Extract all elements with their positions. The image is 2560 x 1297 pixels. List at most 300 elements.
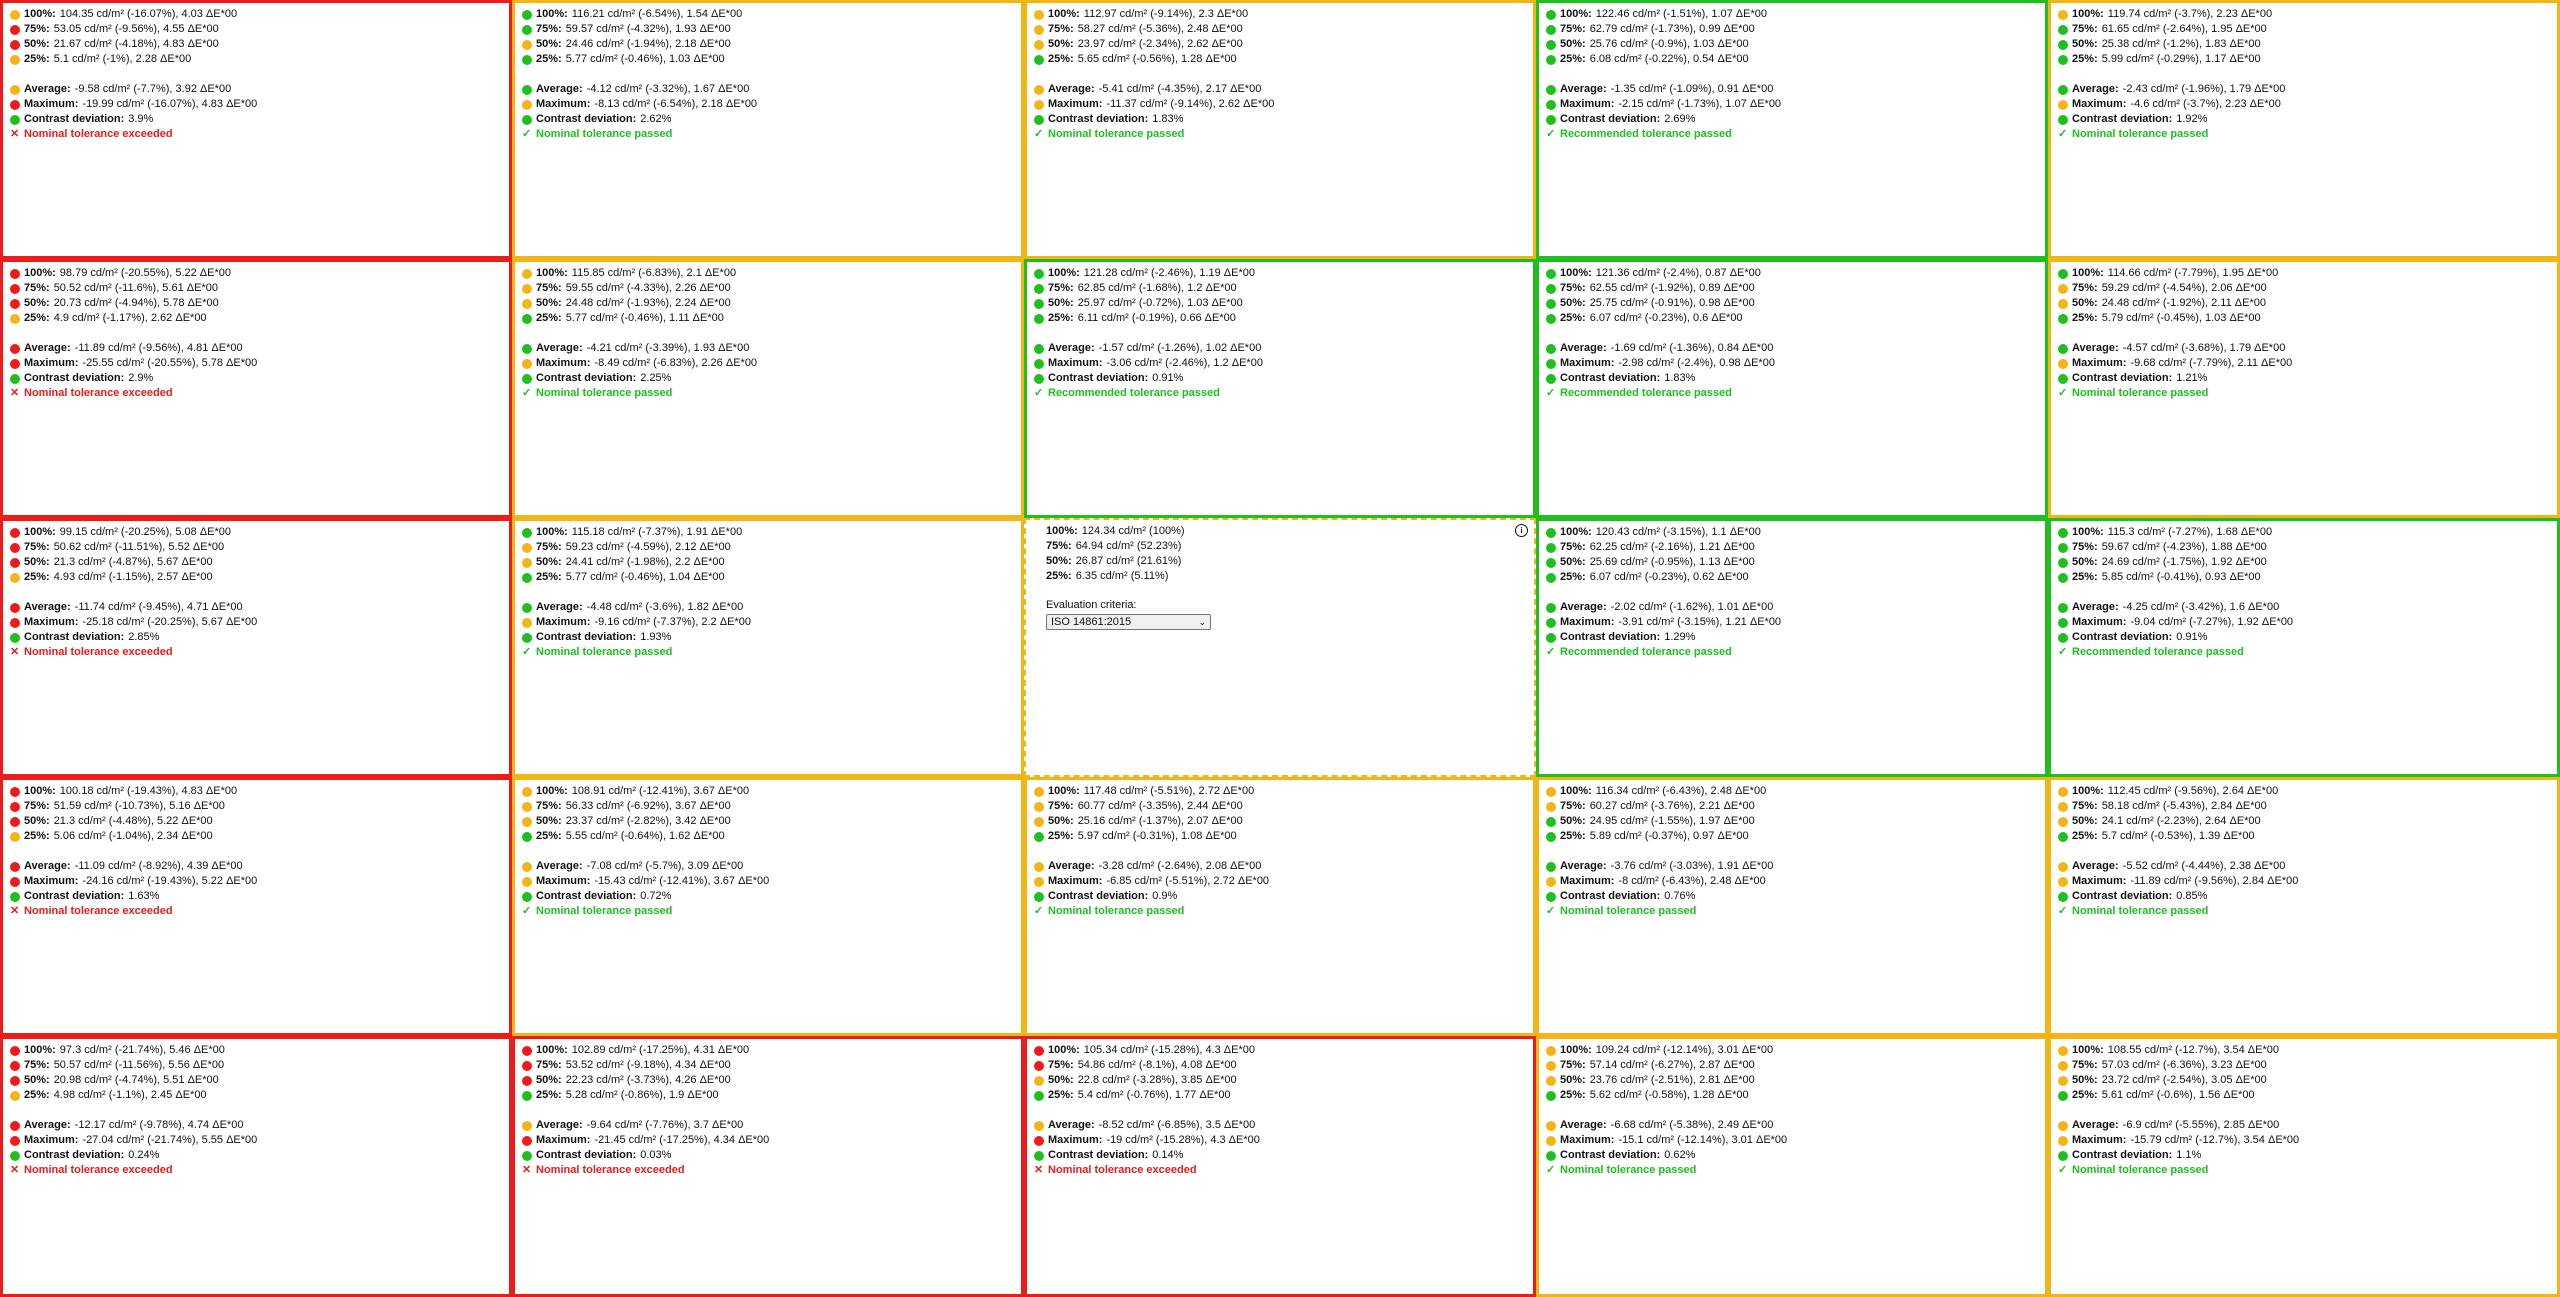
average-label: Average: bbox=[2072, 1119, 2119, 1131]
contrast-value: 1.63% bbox=[128, 890, 160, 902]
level-label: 25%: bbox=[1560, 312, 1586, 324]
maximum-label: Maximum: bbox=[2072, 616, 2127, 628]
contrast-row bbox=[522, 630, 1021, 645]
level-label: 25%: bbox=[1560, 830, 1586, 842]
verdict-text: Nominal tolerance exceeded bbox=[24, 387, 173, 399]
maximum-label: Maximum: bbox=[536, 357, 591, 369]
level-label: 50%: bbox=[1560, 1074, 1586, 1086]
level-label: 75%: bbox=[2072, 1059, 2098, 1071]
measurement-cell bbox=[0, 777, 512, 1036]
level-value: 102.89 cd/m² (-17.25%), 4.31 ΔE*00 bbox=[571, 1044, 750, 1056]
level-row bbox=[10, 570, 509, 585]
average-label: Average: bbox=[1048, 860, 1095, 872]
status-dot-icon bbox=[522, 817, 532, 827]
average-value: -2.43 cd/m² (-1.96%), 1.79 ΔE*00 bbox=[2122, 83, 2286, 95]
contrast-row bbox=[1546, 1148, 2045, 1163]
maximum-row bbox=[2058, 615, 2557, 630]
verdict-text: Recommended tolerance passed bbox=[1560, 646, 1732, 658]
contrast-label: Contrast deviation: bbox=[24, 113, 125, 125]
status-dot-icon bbox=[10, 299, 20, 309]
contrast-value: 1.83% bbox=[1152, 113, 1184, 125]
level-label: 100%: bbox=[1560, 1044, 1592, 1056]
status-dot-icon bbox=[2058, 40, 2068, 50]
level-label: 25%: bbox=[536, 571, 562, 583]
measurement-cell bbox=[0, 0, 512, 259]
measurement-cell bbox=[2048, 0, 2560, 259]
level-label: 50%: bbox=[1048, 1074, 1074, 1086]
level-row bbox=[10, 7, 509, 22]
level-row bbox=[1034, 281, 1533, 296]
check-icon: ✓ bbox=[522, 387, 532, 399]
maximum-value: -8.49 cd/m² (-6.83%), 2.26 ΔE*00 bbox=[594, 357, 758, 369]
level-label: 75%: bbox=[2072, 800, 2098, 812]
check-icon: ✓ bbox=[1034, 905, 1044, 917]
contrast-label: Contrast deviation: bbox=[1560, 372, 1661, 384]
status-dot-icon bbox=[1546, 1061, 1556, 1071]
status-dot-icon bbox=[522, 1121, 532, 1131]
level-row bbox=[1034, 1058, 1533, 1073]
status-dot-icon bbox=[10, 40, 20, 50]
level-value: 53.05 cd/m² (-9.56%), 4.55 ΔE*00 bbox=[53, 23, 219, 35]
level-value: 98.79 cd/m² (-20.55%), 5.22 ΔE*00 bbox=[59, 267, 232, 279]
level-value: 120.43 cd/m² (-3.15%), 1.1 ΔE*00 bbox=[1595, 526, 1761, 538]
status-dot-icon bbox=[2058, 284, 2068, 294]
level-value: 105.34 cd/m² (-15.28%), 4.3 ΔE*00 bbox=[1083, 1044, 1256, 1056]
status-dot-icon bbox=[2058, 10, 2068, 20]
level-label: 100%: bbox=[1048, 1044, 1080, 1056]
level-label: 50%: bbox=[536, 556, 562, 568]
check-icon: ✓ bbox=[2058, 646, 2068, 658]
level-value: 6.07 cd/m² (-0.23%), 0.62 ΔE*00 bbox=[1589, 571, 1749, 583]
level-row bbox=[10, 525, 509, 540]
level-label: 25%: bbox=[1048, 312, 1074, 324]
contrast-value: 1.92% bbox=[2176, 113, 2208, 125]
tolerance-verdict bbox=[1546, 645, 2045, 660]
status-dot-icon bbox=[2058, 1091, 2068, 1101]
contrast-label: Contrast deviation: bbox=[536, 372, 637, 384]
level-label: 25%: bbox=[536, 830, 562, 842]
maximum-label: Maximum: bbox=[1048, 875, 1103, 887]
level-value: 99.15 cd/m² (-20.25%), 5.08 ΔE*00 bbox=[59, 526, 232, 538]
contrast-label: Contrast deviation: bbox=[2072, 631, 2173, 643]
average-row bbox=[2058, 341, 2557, 356]
status-dot-icon bbox=[10, 1076, 20, 1086]
contrast-label: Contrast deviation: bbox=[2072, 372, 2173, 384]
status-dot-icon bbox=[2058, 269, 2068, 279]
level-row bbox=[2058, 814, 2557, 829]
tolerance-verdict bbox=[1546, 1163, 2045, 1178]
status-dot-icon bbox=[10, 528, 20, 538]
level-row bbox=[1034, 22, 1533, 37]
level-label: 50%: bbox=[2072, 815, 2098, 827]
level-value: 22.23 cd/m² (-3.73%), 4.26 ΔE*00 bbox=[565, 1074, 731, 1086]
spacer bbox=[522, 585, 1021, 600]
spacer bbox=[1034, 1103, 1533, 1118]
level-label: 25%: bbox=[1048, 1089, 1074, 1101]
level-value: 5.61 cd/m² (-0.6%), 1.56 ΔE*00 bbox=[2101, 1089, 2255, 1101]
maximum-label: Maximum: bbox=[24, 616, 79, 628]
level-label: 75%: bbox=[536, 1059, 562, 1071]
level-row bbox=[2058, 784, 2557, 799]
status-dot-icon bbox=[522, 573, 532, 583]
status-dot-icon bbox=[522, 10, 532, 20]
maximum-value: -6.85 cd/m² (-5.51%), 2.72 ΔE*00 bbox=[1106, 875, 1270, 887]
contrast-label: Contrast deviation: bbox=[1560, 1149, 1661, 1161]
level-label: 75%: bbox=[24, 800, 50, 812]
status-dot-icon bbox=[1034, 1121, 1044, 1131]
tolerance-verdict bbox=[10, 1163, 509, 1178]
level-label: 75%: bbox=[1048, 800, 1074, 812]
level-value: 58.18 cd/m² (-5.43%), 2.84 ΔE*00 bbox=[2101, 800, 2267, 812]
status-dot-icon bbox=[1034, 832, 1044, 842]
level-value: 64.94 cd/m² (52.23%) bbox=[1075, 540, 1182, 552]
maximum-row bbox=[1546, 1133, 2045, 1148]
level-label: 50%: bbox=[536, 1074, 562, 1086]
level-row bbox=[522, 1058, 1021, 1073]
tolerance-verdict bbox=[522, 1163, 1021, 1178]
average-row bbox=[522, 341, 1021, 356]
status-dot-icon bbox=[1546, 299, 1556, 309]
level-row bbox=[2058, 281, 2557, 296]
average-value: -4.12 cd/m² (-3.32%), 1.67 ΔE*00 bbox=[586, 83, 750, 95]
average-row bbox=[1034, 1118, 1533, 1133]
level-label: 75%: bbox=[2072, 23, 2098, 35]
level-row bbox=[10, 814, 509, 829]
verdict-text: Nominal tolerance exceeded bbox=[1048, 1164, 1197, 1176]
check-icon: ✓ bbox=[2058, 128, 2068, 140]
status-dot-icon bbox=[1034, 1151, 1044, 1161]
check-icon: ✓ bbox=[2058, 1164, 2068, 1176]
level-label: 100%: bbox=[1560, 267, 1592, 279]
status-dot-icon bbox=[2058, 862, 2068, 872]
status-dot-icon bbox=[1546, 1121, 1556, 1131]
status-dot-icon bbox=[1546, 359, 1556, 369]
verdict-text: Nominal tolerance passed bbox=[536, 128, 673, 140]
contrast-value: 0.85% bbox=[2176, 890, 2208, 902]
level-label: 100%: bbox=[24, 1044, 56, 1056]
level-label: 100%: bbox=[1560, 8, 1592, 20]
tolerance-verdict bbox=[10, 127, 509, 142]
status-dot-icon bbox=[2058, 618, 2068, 628]
status-dot-icon bbox=[10, 573, 20, 583]
average-value: -5.52 cd/m² (-4.44%), 2.38 ΔE*00 bbox=[2122, 860, 2286, 872]
status-dot-icon bbox=[10, 115, 20, 125]
level-label: 50%: bbox=[1560, 815, 1586, 827]
average-label: Average: bbox=[2072, 601, 2119, 613]
spacer bbox=[522, 326, 1021, 341]
level-row bbox=[10, 281, 509, 296]
level-value: 25.69 cd/m² (-0.95%), 1.13 ΔE*00 bbox=[1589, 556, 1755, 568]
contrast-row bbox=[522, 889, 1021, 904]
average-label: Average: bbox=[24, 601, 71, 613]
level-label: 50%: bbox=[24, 38, 50, 50]
level-value: 26.87 cd/m² (21.61%) bbox=[1075, 555, 1182, 567]
measurement-cell bbox=[2048, 518, 2560, 777]
level-row bbox=[1546, 52, 2045, 67]
level-row bbox=[522, 525, 1021, 540]
contrast-label: Contrast deviation: bbox=[24, 372, 125, 384]
contrast-label: Contrast deviation: bbox=[536, 890, 637, 902]
spacer bbox=[522, 1103, 1021, 1118]
average-row bbox=[1546, 82, 2045, 97]
average-label: Average: bbox=[1048, 1119, 1095, 1131]
status-dot-icon bbox=[2058, 573, 2068, 583]
level-row bbox=[1546, 311, 2045, 326]
level-row bbox=[1034, 266, 1533, 281]
maximum-value: -2.15 cd/m² (-1.73%), 1.07 ΔE*00 bbox=[1618, 98, 1782, 110]
maximum-label: Maximum: bbox=[1560, 616, 1615, 628]
tolerance-verdict bbox=[1034, 127, 1533, 142]
level-value: 6.08 cd/m² (-0.22%), 0.54 ΔE*00 bbox=[1589, 53, 1749, 65]
status-dot-icon bbox=[1546, 100, 1556, 110]
measurement-cell bbox=[1536, 777, 2048, 1036]
contrast-row bbox=[2058, 630, 2557, 645]
contrast-value: 0.76% bbox=[1664, 890, 1696, 902]
status-dot-icon bbox=[2058, 543, 2068, 553]
contrast-row bbox=[2058, 112, 2557, 127]
status-dot-icon bbox=[522, 862, 532, 872]
level-value: 116.21 cd/m² (-6.54%), 1.54 ΔE*00 bbox=[571, 8, 743, 20]
maximum-row bbox=[1546, 874, 2045, 889]
level-value: 61.65 cd/m² (-2.64%), 1.95 ΔE*00 bbox=[2101, 23, 2267, 35]
level-row bbox=[10, 37, 509, 52]
level-value: 115.85 cd/m² (-6.83%), 2.1 ΔE*00 bbox=[571, 267, 737, 279]
level-value: 25.16 cd/m² (-1.37%), 2.07 ΔE*00 bbox=[1077, 815, 1243, 827]
level-row bbox=[1046, 569, 1534, 584]
level-value: 6.35 cd/m² (5.11%) bbox=[1075, 570, 1169, 582]
status-dot-icon bbox=[2058, 359, 2068, 369]
level-label: 25%: bbox=[1560, 571, 1586, 583]
level-row bbox=[1034, 311, 1533, 326]
cross-icon: ✕ bbox=[10, 905, 20, 917]
level-row bbox=[1546, 1073, 2045, 1088]
maximum-value: -24.16 cd/m² (-19.43%), 5.22 ΔE*00 bbox=[82, 875, 258, 887]
verdict-text: Nominal tolerance exceeded bbox=[24, 1164, 173, 1176]
spacer bbox=[10, 585, 509, 600]
average-value: -3.28 cd/m² (-2.64%), 2.08 ΔE*00 bbox=[1098, 860, 1262, 872]
status-dot-icon bbox=[10, 100, 20, 110]
level-value: 5.77 cd/m² (-0.46%), 1.03 ΔE*00 bbox=[565, 53, 725, 65]
status-dot-icon bbox=[522, 1091, 532, 1101]
contrast-row bbox=[10, 630, 509, 645]
check-icon: ✓ bbox=[1546, 646, 1556, 658]
status-dot-icon bbox=[1034, 1091, 1044, 1101]
average-value: -1.35 cd/m² (-1.09%), 0.91 ΔE*00 bbox=[1610, 83, 1774, 95]
contrast-row bbox=[522, 1148, 1021, 1163]
verdict-text: Nominal tolerance passed bbox=[2072, 1164, 2209, 1176]
tolerance-verdict bbox=[522, 904, 1021, 919]
average-value: -5.41 cd/m² (-4.35%), 2.17 ΔE*00 bbox=[1098, 83, 1262, 95]
verdict-text: Nominal tolerance passed bbox=[2072, 387, 2209, 399]
average-row bbox=[10, 1118, 509, 1133]
level-value: 4.93 cd/m² (-1.15%), 2.57 ΔE*00 bbox=[53, 571, 213, 583]
level-value: 23.76 cd/m² (-2.51%), 2.81 ΔE*00 bbox=[1589, 1074, 1755, 1086]
evaluation-criteria-label: Evaluation criteria: bbox=[1046, 599, 1137, 611]
measurement-cell bbox=[0, 1036, 512, 1297]
level-row bbox=[2058, 1043, 2557, 1058]
average-label: Average: bbox=[536, 342, 583, 354]
measurement-cell bbox=[512, 259, 1024, 518]
status-dot-icon bbox=[2058, 558, 2068, 568]
level-value: 20.98 cd/m² (-4.74%), 5.51 ΔE*00 bbox=[53, 1074, 219, 1086]
evaluation-criteria-select[interactable] bbox=[1046, 614, 1211, 630]
status-dot-icon bbox=[1034, 269, 1044, 279]
status-dot-icon bbox=[2058, 1076, 2068, 1086]
contrast-value: 0.91% bbox=[1152, 372, 1184, 384]
status-dot-icon bbox=[1546, 877, 1556, 887]
cross-icon: ✕ bbox=[522, 1164, 532, 1176]
level-row bbox=[2058, 1058, 2557, 1073]
average-label: Average: bbox=[24, 342, 71, 354]
verdict-text: Nominal tolerance passed bbox=[2072, 128, 2209, 140]
verdict-text: Nominal tolerance passed bbox=[1560, 1164, 1697, 1176]
spacer bbox=[10, 67, 509, 82]
status-dot-icon bbox=[10, 862, 20, 872]
status-dot-icon bbox=[1034, 1076, 1044, 1086]
level-row bbox=[522, 784, 1021, 799]
maximum-row bbox=[1546, 356, 2045, 371]
spacer bbox=[2058, 1103, 2557, 1118]
level-label: 75%: bbox=[1560, 282, 1586, 294]
measurement-cell bbox=[1024, 777, 1536, 1036]
verdict-text: Nominal tolerance passed bbox=[536, 387, 673, 399]
level-row bbox=[1034, 37, 1533, 52]
level-value: 114.66 cd/m² (-7.79%), 1.95 ΔE*00 bbox=[2107, 267, 2279, 279]
status-dot-icon bbox=[2058, 1121, 2068, 1131]
status-dot-icon bbox=[2058, 314, 2068, 324]
status-dot-icon bbox=[522, 314, 532, 324]
level-row bbox=[2058, 22, 2557, 37]
contrast-row bbox=[1546, 371, 2045, 386]
level-row bbox=[2058, 52, 2557, 67]
status-dot-icon bbox=[1034, 1061, 1044, 1071]
level-row bbox=[522, 1043, 1021, 1058]
tolerance-verdict bbox=[2058, 386, 2557, 401]
average-label: Average: bbox=[1560, 860, 1607, 872]
level-label: 75%: bbox=[1560, 23, 1586, 35]
status-dot-icon bbox=[522, 892, 532, 902]
spacer bbox=[522, 67, 1021, 82]
measurement-cell bbox=[2048, 1036, 2560, 1297]
level-label: 100%: bbox=[1048, 785, 1080, 797]
status-dot-icon bbox=[2058, 877, 2068, 887]
status-dot-icon bbox=[10, 284, 20, 294]
level-value: 122.46 cd/m² (-1.51%), 1.07 ΔE*00 bbox=[1595, 8, 1768, 20]
level-value: 121.36 cd/m² (-2.4%), 0.87 ΔE*00 bbox=[1595, 267, 1761, 279]
maximum-row bbox=[1034, 874, 1533, 889]
status-dot-icon bbox=[2058, 1136, 2068, 1146]
level-label: 25%: bbox=[24, 312, 50, 324]
level-label: 75%: bbox=[536, 23, 562, 35]
level-row bbox=[1046, 524, 1534, 539]
level-value: 62.79 cd/m² (-1.73%), 0.99 ΔE*00 bbox=[1589, 23, 1755, 35]
verdict-text: Nominal tolerance passed bbox=[1560, 905, 1697, 917]
average-row bbox=[1546, 600, 2045, 615]
status-dot-icon bbox=[1034, 40, 1044, 50]
contrast-row bbox=[2058, 1148, 2557, 1163]
status-dot-icon bbox=[10, 344, 20, 354]
average-label: Average: bbox=[536, 1119, 583, 1131]
maximum-row bbox=[10, 97, 509, 112]
check-icon: ✓ bbox=[1546, 905, 1556, 917]
measurement-cell bbox=[0, 518, 512, 777]
status-dot-icon bbox=[2058, 802, 2068, 812]
average-value: -9.64 cd/m² (-7.76%), 3.7 ΔE*00 bbox=[586, 1119, 744, 1131]
check-icon: ✓ bbox=[1546, 128, 1556, 140]
level-row bbox=[2058, 266, 2557, 281]
status-dot-icon bbox=[10, 55, 20, 65]
status-dot-icon bbox=[1546, 10, 1556, 20]
level-label: 100%: bbox=[2072, 526, 2104, 538]
level-label: 75%: bbox=[24, 282, 50, 294]
status-dot-icon bbox=[10, 877, 20, 887]
level-value: 5.85 cd/m² (-0.41%), 0.93 ΔE*00 bbox=[2101, 571, 2261, 583]
status-dot-icon bbox=[2058, 528, 2068, 538]
level-row bbox=[10, 1043, 509, 1058]
level-row bbox=[2058, 296, 2557, 311]
measurement-cell bbox=[1024, 1036, 1536, 1297]
level-value: 24.69 cd/m² (-1.75%), 1.92 ΔE*00 bbox=[2101, 556, 2267, 568]
maximum-value: -15.1 cd/m² (-12.14%), 3.01 ΔE*00 bbox=[1618, 1134, 1788, 1146]
check-icon: ✓ bbox=[522, 646, 532, 658]
status-dot-icon bbox=[10, 817, 20, 827]
maximum-value: -15.79 cd/m² (-12.7%), 3.54 ΔE*00 bbox=[2130, 1134, 2300, 1146]
status-dot-icon bbox=[1546, 314, 1556, 324]
level-label: 25%: bbox=[536, 53, 562, 65]
level-label: 75%: bbox=[24, 541, 50, 553]
status-dot-icon bbox=[10, 802, 20, 812]
status-dot-icon bbox=[10, 832, 20, 842]
level-value: 50.52 cd/m² (-11.6%), 5.61 ΔE*00 bbox=[53, 282, 218, 294]
level-row bbox=[2058, 555, 2557, 570]
average-row bbox=[522, 859, 1021, 874]
level-label: 100%: bbox=[536, 526, 568, 538]
level-label: 50%: bbox=[1048, 297, 1074, 309]
info-icon[interactable]: i bbox=[1515, 524, 1528, 537]
level-row bbox=[2058, 829, 2557, 844]
status-dot-icon bbox=[522, 1046, 532, 1056]
status-dot-icon bbox=[10, 359, 20, 369]
average-value: -6.9 cd/m² (-5.55%), 2.85 ΔE*00 bbox=[2122, 1119, 2280, 1131]
level-label: 100%: bbox=[1048, 8, 1080, 20]
level-value: 5.7 cd/m² (-0.53%), 1.39 ΔE*00 bbox=[2101, 830, 2255, 842]
level-label: 25%: bbox=[1560, 53, 1586, 65]
contrast-value: 3.9% bbox=[128, 113, 154, 125]
status-dot-icon bbox=[522, 558, 532, 568]
level-value: 23.97 cd/m² (-2.34%), 2.62 ΔE*00 bbox=[1077, 38, 1243, 50]
tolerance-verdict bbox=[2058, 127, 2557, 142]
status-dot-icon bbox=[2058, 603, 2068, 613]
level-label: 100%: bbox=[1046, 525, 1078, 537]
status-dot-icon bbox=[10, 314, 20, 324]
maximum-row bbox=[1034, 1133, 1533, 1148]
level-value: 116.34 cd/m² (-6.43%), 2.48 ΔE*00 bbox=[1595, 785, 1767, 797]
level-value: 59.55 cd/m² (-4.33%), 2.26 ΔE*00 bbox=[565, 282, 731, 294]
maximum-row bbox=[522, 97, 1021, 112]
level-label: 75%: bbox=[24, 23, 50, 35]
level-value: 56.33 cd/m² (-6.92%), 3.67 ΔE*00 bbox=[565, 800, 731, 812]
maximum-row bbox=[10, 874, 509, 889]
level-label: 25%: bbox=[536, 1089, 562, 1101]
level-label: 25%: bbox=[1046, 570, 1072, 582]
level-value: 59.29 cd/m² (-4.54%), 2.06 ΔE*00 bbox=[2101, 282, 2267, 294]
average-row bbox=[1546, 1118, 2045, 1133]
level-label: 50%: bbox=[2072, 38, 2098, 50]
level-value: 115.3 cd/m² (-7.27%), 1.68 ΔE*00 bbox=[2107, 526, 2273, 538]
maximum-label: Maximum: bbox=[2072, 1134, 2127, 1146]
level-value: 25.97 cd/m² (-0.72%), 1.03 ΔE*00 bbox=[1077, 297, 1243, 309]
status-dot-icon bbox=[10, 10, 20, 20]
